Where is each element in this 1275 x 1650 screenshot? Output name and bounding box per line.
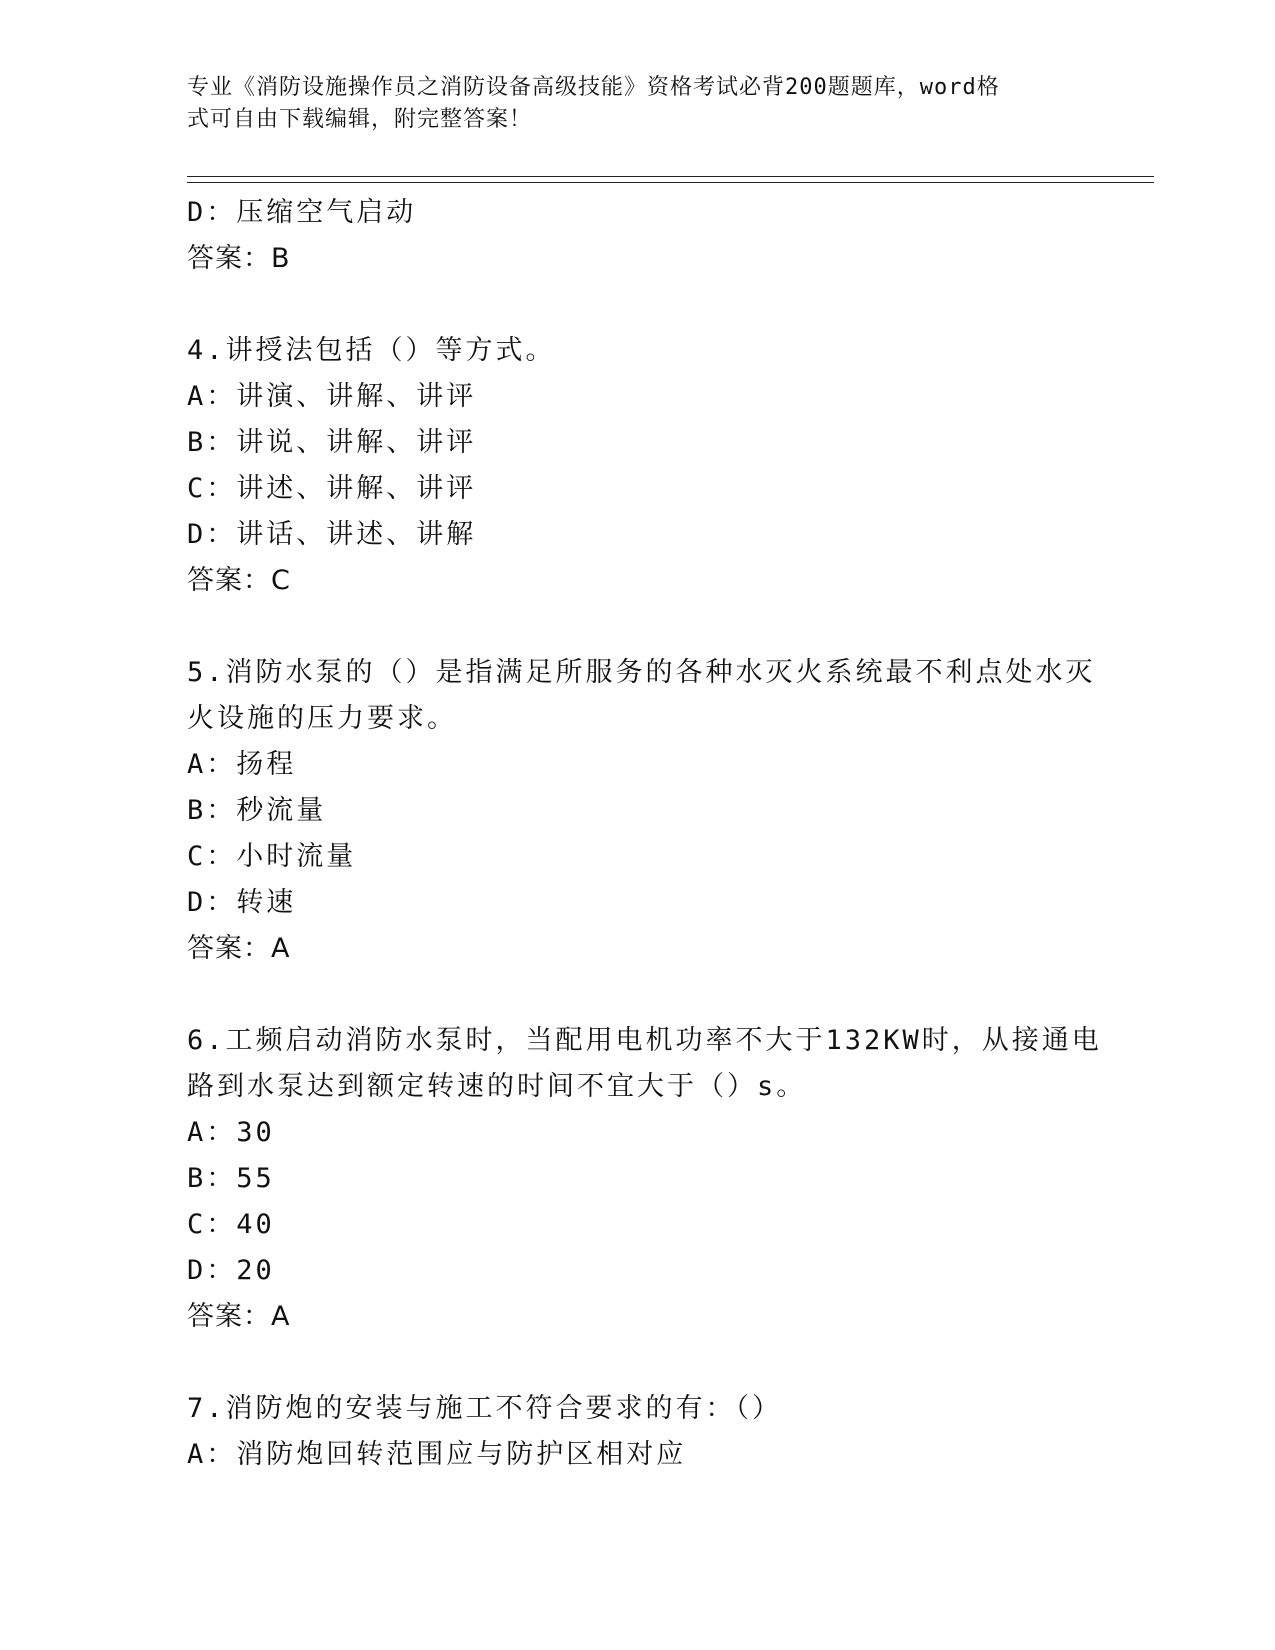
option-text: C：40 xyxy=(187,1209,275,1240)
question-stem-continued: 路到水泵达到额定转速的时间不宜大于（）s。 xyxy=(187,1071,807,1102)
option-text: D：20 xyxy=(187,1255,275,1286)
answer-text: 答案：A xyxy=(187,1301,291,1332)
answer-text: 答案：C xyxy=(187,565,291,596)
spacer xyxy=(187,972,1087,1018)
document-header xyxy=(187,72,1067,136)
question-stem-continued: 火设施的压力要求。 xyxy=(187,703,457,734)
option-text: D：转速 xyxy=(187,887,297,918)
header-line-1: 专业《消防设施操作员之消防设备高级技能》资格考试必背200题题库，word格 xyxy=(187,75,1000,100)
question-list xyxy=(187,190,1102,1478)
option-text: A：30 xyxy=(187,1117,275,1148)
spacer xyxy=(187,1340,1087,1386)
question-stem: 6.工频启动消防水泵时，当配用电机功率不大于132KW时，从接通电 xyxy=(187,1025,1102,1056)
option-text: A：消防炮回转范围应与防护区相对应 xyxy=(187,1439,687,1470)
option-text: C：小时流量 xyxy=(187,841,357,872)
option-text: B：秒流量 xyxy=(187,795,327,826)
question-stem: 4.讲授法包括（）等方式。 xyxy=(187,335,556,366)
answer-text: 答案：A xyxy=(187,933,291,964)
option-text: A：扬程 xyxy=(187,749,297,780)
spacer xyxy=(187,282,1087,328)
question-stem: 7.消防炮的安装与施工不符合要求的有：（） xyxy=(187,1393,783,1424)
option-text: D：讲话、讲述、讲解 xyxy=(187,519,477,550)
answer-text: 答案：B xyxy=(187,243,291,274)
question-stem: 5.消防水泵的（）是指满足所服务的各种水灭火系统最不利点处水灭 xyxy=(187,657,1096,688)
header-divider-top xyxy=(187,176,1154,177)
header-divider-bottom xyxy=(187,182,1154,183)
header-line-2: 式可自由下载编辑，附完整答案！ xyxy=(187,107,533,132)
option-text: B：55 xyxy=(187,1163,275,1194)
option-text: A：讲演、讲解、讲评 xyxy=(187,381,477,412)
option-text: C：讲述、讲解、讲评 xyxy=(187,473,477,504)
option-text: D：压缩空气启动 xyxy=(187,197,417,228)
spacer xyxy=(187,604,1087,650)
option-text: B：讲说、讲解、讲评 xyxy=(187,427,477,458)
